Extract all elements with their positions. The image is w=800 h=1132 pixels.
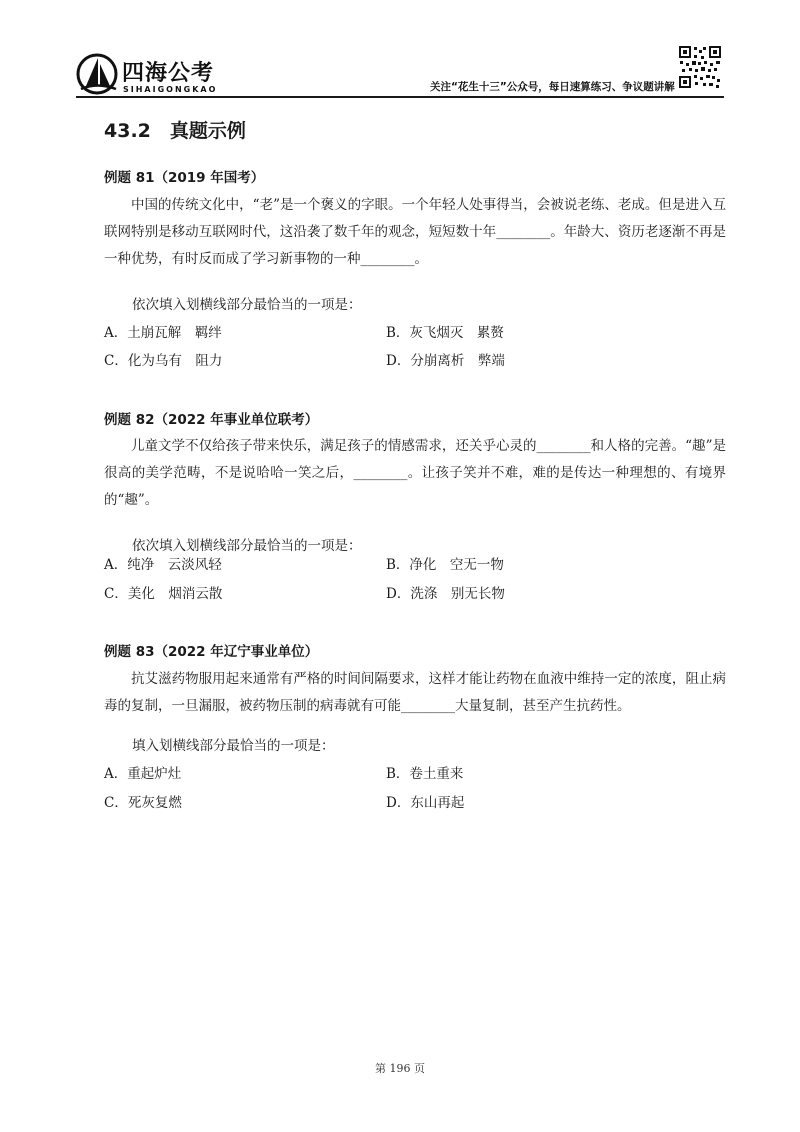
question-prompt: 填入划横线部分最恰当的一项是：: [132, 738, 335, 754]
question-body: 抗艾滋药物服用起来通常有严格的时间间隔要求，这样才能让药物在血液中维持一定的浓度，阻止病毒的复制，一旦漏服，被药物压制的病毒就有可能________大量复制，甚至产生抗药性。: [104, 671, 726, 714]
question-text: [104, 192, 726, 273]
question-body: 中国的传统文化中，“老”是一个褒义的字眼。一个年轻人处事得当，会被说老练、老成。但是进入互联网特别是移动互联网时代，这沿袭了数千年的观念，短短数十年________。年龄大、资历老逐渐不再是一种优势，有时反而成了学习新事物的一种________。: [104, 197, 726, 267]
question-prompt: 依次填入划横线部分最恰当的一项是：: [132, 297, 362, 313]
brand-logo: [76, 52, 236, 102]
question-text: [104, 433, 726, 514]
qr-code-icon: [678, 45, 722, 89]
option-a: A．纯净 云淡风轻: [104, 557, 222, 573]
option-b: B．卷土重来: [386, 766, 464, 782]
header-slogan: 关注“花生十三”公众号，每日速算练习、争议题讲解: [430, 81, 675, 93]
question-title: 例题 83（2022 年辽宁事业单位）: [104, 644, 319, 660]
option-c: C．美化 烟消云散: [104, 586, 223, 602]
page-header: [0, 0, 800, 110]
question-prompt: 依次填入划横线部分最恰当的一项是：: [132, 538, 362, 554]
option-a: A．土崩瓦解 羁绊: [104, 325, 222, 341]
question-body: 儿童文学不仅给孩子带来快乐，满足孩子的情感需求，还关乎心灵的________和人格的完善。“趣”是很高的美学范畴，不是说哈哈一笑之后，________。让孩子笑并不难，难的是传达一种理想的、有境界的“趣”。: [104, 438, 726, 508]
option-b: B．净化 空无一物: [386, 557, 504, 573]
option-a: A．重起炉灶: [104, 766, 182, 782]
question-title: 例题 81（2019 年国考）: [104, 170, 265, 186]
section-title: 43.2 真题示例: [104, 120, 246, 142]
header-divider: [76, 96, 724, 98]
option-c: C．死灰复燃: [104, 795, 182, 811]
brand-name: 四海公考: [122, 61, 215, 86]
page-number: 第 196 页: [375, 1062, 425, 1075]
option-d: D．分崩离析 弊端: [386, 353, 505, 369]
option-b: B．灰飞烟灭 累赘: [386, 325, 504, 341]
option-d: D．洗涤 别无长物: [386, 586, 505, 602]
question-title: 例题 82（2022 年事业单位联考）: [104, 412, 319, 428]
option-c: C．化为乌有 阻力: [104, 353, 223, 369]
option-d: D．东山再起: [386, 795, 465, 811]
question-text: [104, 666, 726, 720]
brand-name-latin: SIHAIGONGKAO: [123, 85, 218, 94]
sail-logo-icon: [76, 52, 120, 96]
